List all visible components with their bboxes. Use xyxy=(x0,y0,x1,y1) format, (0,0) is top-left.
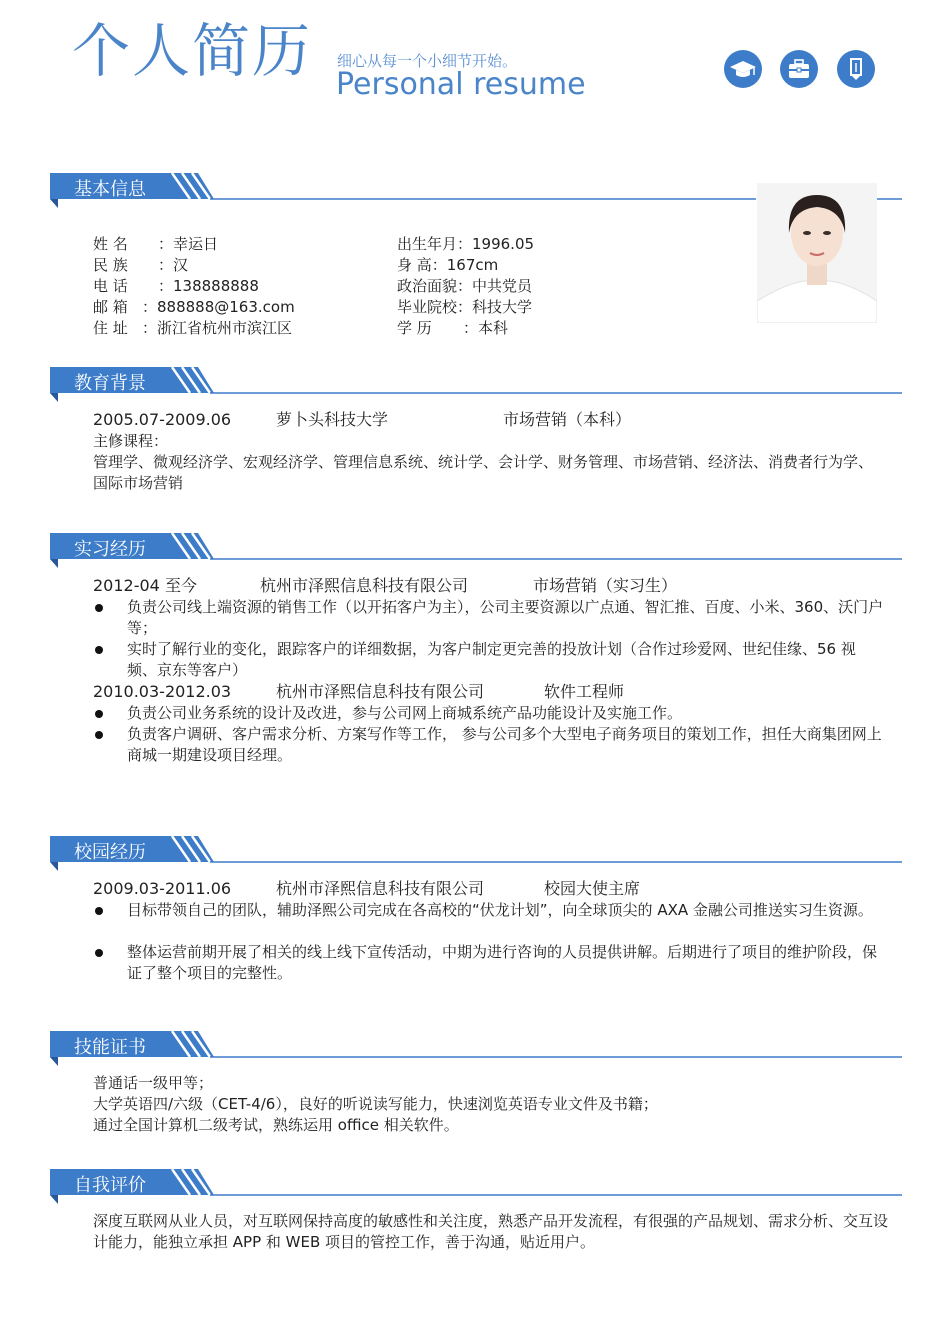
self-evaluation: 深度互联网从业人员，对互联网保持高度的敏感性和关注度，熟悉产品开发流程，有很强的产品规划、需求分析、交互设计能力，能独立承担 APP 和 WEB 项目的管控工作，善于沟通，贴近用户。 xyxy=(93,1212,889,1251)
section-title: 教育背景 xyxy=(74,373,146,394)
graduation-cap-icon xyxy=(724,50,762,88)
email-value: ：888888@163.com xyxy=(142,298,295,316)
ethnicity-value: ：汉 xyxy=(158,256,189,274)
pencil-icon xyxy=(837,50,875,88)
job2-company: 杭州市泽熙信息科技有限公司 xyxy=(276,682,485,701)
edu-courses-label: 主修课程： xyxy=(93,432,169,450)
page-title: 个人简历 xyxy=(72,17,313,85)
section-title: 基本信息 xyxy=(74,179,146,200)
degree-label: 学 历 xyxy=(397,319,432,337)
edu-school: 萝卜头科技大学 xyxy=(276,410,389,429)
bullet-icon xyxy=(95,907,103,915)
edu-courses: 管理学、微观经济学、宏观经济学、管理信息系统、统计学、会计学、财务管理、市场营销、经济法、消费者行为学、国际市场营销 xyxy=(93,453,874,492)
page-tagline: 细心从每一个小细节开始。 xyxy=(337,52,518,70)
name-label: 姓 名 xyxy=(93,235,128,253)
campus-company: 杭州市泽熙信息科技有限公司 xyxy=(276,879,485,898)
job1-item-1: 负责公司线上端资源的销售工作（以开拓客户为主），公司主要资源以广点通、智汇推、百度、小米、360、沃门户等； xyxy=(127,598,884,637)
section-title: 实习经历 xyxy=(74,539,146,560)
job2-period: 2010.03-2012.03 xyxy=(93,682,232,701)
job1-item-2: 实时了解行业的变化，跟踪客户的详细数据，为客户制定更完善的投放计划（合作过珍爱网、世纪佳缘、56 视频、京东等客户） xyxy=(127,640,856,679)
phone-label: 电 话 xyxy=(93,277,128,295)
bullet-icon xyxy=(95,710,103,718)
ethnicity-label: 民 族 xyxy=(93,256,128,274)
skill-item: 大学英语四/六级（CET-4/6），良好的听说读写能力，快速浏览英语专业文件及书籍； xyxy=(93,1095,658,1113)
briefcase-icon xyxy=(780,50,818,88)
edu-period: 2005.07-2009.06 xyxy=(93,410,232,429)
campus-period: 2009.03-2011.06 xyxy=(93,879,232,898)
section-header-campus xyxy=(50,836,902,866)
campus-item-1: 目标带领自己的团队，辅助泽熙公司完成在各高校的“伏龙计划”，向全球顶尖的 AXA 金融公司推送实习生资源。 xyxy=(127,901,873,919)
address-label: 住 址 xyxy=(93,319,128,337)
email-label: 邮 箱 xyxy=(93,298,128,316)
profile-photo xyxy=(757,183,877,323)
degree-value: ：本科 xyxy=(463,319,509,337)
section-header-self xyxy=(50,1169,902,1199)
campus-role: 校园大使主席 xyxy=(544,879,641,898)
skill-item: 通过全国计算机二级考试，熟练运用 office 相关软件。 xyxy=(93,1116,459,1134)
bullet-icon xyxy=(95,604,103,612)
section-header-skills xyxy=(50,1031,902,1061)
job2-item-2: 负责客户调研、客户需求分析、方案写作等工作， 参与公司多个大型电子商务项目的策划工作，担任大商集团网上商城一期建设项目经理。 xyxy=(127,725,882,764)
bullet-icon xyxy=(95,731,103,739)
height-info: 身 高：167cm xyxy=(397,256,499,274)
job2-item-1: 负责公司业务系统的设计及改进，参与公司网上商城系统产品功能设计及实施工作。 xyxy=(127,704,683,722)
section-title: 校园经历 xyxy=(74,842,146,863)
job2-role: 软件工程师 xyxy=(544,682,625,701)
phone-value: ：138888888 xyxy=(158,277,259,295)
section-title: 自我评价 xyxy=(74,1175,146,1196)
job1-role: 市场营销（实习生） xyxy=(533,576,678,595)
bullet-icon xyxy=(95,949,103,957)
politics-info: 政治面貌：中共党员 xyxy=(397,277,533,295)
edu-major: 市场营销（本科） xyxy=(503,410,632,429)
birth-info: 出生年月：1996.05 xyxy=(397,235,535,253)
section-title: 技能证书 xyxy=(74,1037,146,1058)
campus-item-2: 整体运营前期开展了相关的线上线下宣传活动，中期为进行咨询的人员提供讲解。后期进行了项目的维护阶段，保证了整个项目的完整性。 xyxy=(127,943,878,982)
school-info: 毕业院校：科技大学 xyxy=(397,298,533,316)
job1-company: 杭州市泽熙信息科技有限公司 xyxy=(260,576,469,595)
section-header-internship xyxy=(50,533,902,563)
address-value: ：浙江省杭州市滨江区 xyxy=(142,319,293,337)
name-value: ：幸运日 xyxy=(158,235,219,253)
skill-item: 普通话一级甲等； xyxy=(93,1074,214,1092)
section-header-education xyxy=(50,367,902,397)
job1-period: 2012-04 至今 xyxy=(93,576,197,595)
page-title-en: Personal resume xyxy=(336,67,586,102)
bullet-icon xyxy=(95,646,103,654)
